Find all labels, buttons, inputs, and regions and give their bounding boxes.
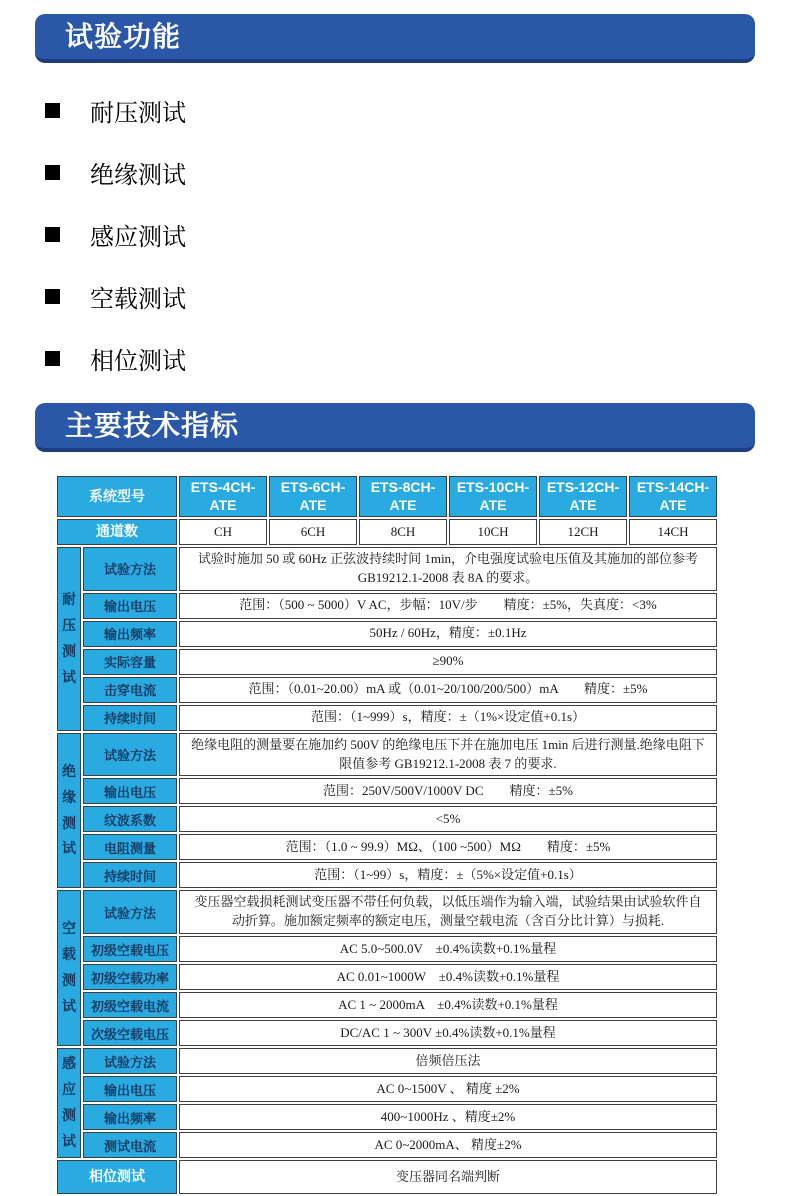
row-value: 400~1000Hz 、精度±2% [179, 1104, 717, 1130]
table-row [57, 890, 717, 934]
channel-cell: 8CH [359, 519, 447, 545]
square-bullet-icon [45, 227, 60, 242]
feature-item [45, 279, 790, 314]
row-value: 范围：250V/500V/1000V DC 精度：±5% [179, 778, 717, 804]
model-cell: ETS-14CH-ATE [629, 476, 717, 517]
channel-cell: 10CH [449, 519, 537, 545]
feature-label: 空载测试 [90, 286, 186, 313]
row-value: 试验时施加 50 或 60Hz 正弦波持续时间 1min，介电强度试验电压值及其施加的部位参考 GB19212.1-2008 表 8A 的要求。 [179, 547, 717, 591]
model-cell: ETS-6CH-ATE [269, 476, 357, 517]
page [0, 14, 790, 1185]
table-row [57, 1104, 717, 1130]
row-label: 次级空载电压 [83, 1020, 177, 1046]
row-label: 初级空载电流 [83, 992, 177, 1018]
row-label: 测试电流 [83, 1132, 177, 1158]
row-label: 输出电压 [83, 593, 177, 619]
row-label: 击穿电流 [83, 677, 177, 703]
table-row [57, 649, 717, 675]
row-label: 试验方法 [83, 733, 177, 777]
row-value: ≥90% [179, 649, 717, 675]
table-row [57, 733, 717, 777]
table-row [57, 862, 717, 888]
channel-cell: 6CH [269, 519, 357, 545]
spec-table-container [55, 474, 790, 1196]
row-label: 输出电压 [83, 1076, 177, 1102]
square-bullet-icon [45, 165, 60, 180]
row-label: 持续时间 [83, 705, 177, 731]
table-row [57, 778, 717, 804]
feature-item [45, 217, 790, 252]
square-bullet-icon [45, 351, 60, 366]
channel-cell: CH [179, 519, 267, 545]
table-row [57, 1076, 717, 1102]
section-label-noload: 空 载 测 试 [57, 890, 81, 1046]
row-value: 范围：（1~99）s，精度：±（5%×设定值+0.1s） [179, 862, 717, 888]
model-cell: ETS-4CH-ATE [179, 476, 267, 517]
row-value: AC 0.01~1000W ±0.4%读数+0.1%量程 [179, 964, 717, 990]
table-row [57, 593, 717, 619]
row-value: AC 0~2000mA、 精度±2% [179, 1132, 717, 1158]
feature-label: 感应测试 [90, 224, 186, 251]
table-row [57, 806, 717, 832]
feature-item [45, 341, 790, 376]
row-value: AC 5.0~500.0V ±0.4%读数+0.1%量程 [179, 936, 717, 962]
spec-table [55, 474, 719, 1196]
row-label: 持续时间 [83, 862, 177, 888]
row-label: 初级空载功率 [83, 964, 177, 990]
model-cell: ETS-12CH-ATE [539, 476, 627, 517]
table-row [57, 1132, 717, 1158]
row-label: 输出电压 [83, 778, 177, 804]
table-row [57, 1020, 717, 1046]
row-label: 输出频率 [83, 1104, 177, 1130]
table-row [57, 677, 717, 703]
feature-list [45, 93, 790, 376]
feature-label: 相位测试 [90, 348, 186, 375]
section-label-withstand: 耐 压 测 试 [57, 547, 81, 731]
section-label-insulation: 绝 缘 测 试 [57, 733, 81, 889]
table-row [57, 547, 717, 591]
table-row [57, 834, 717, 860]
channel-row [57, 519, 717, 545]
row-value: 范围：（500 ~ 5000）V AC，步幅：10V/步 精度：±5%，失真度：<3% [179, 593, 717, 619]
row-value: DC/AC 1 ~ 300V ±0.4%读数+0.1%量程 [179, 1020, 717, 1046]
table-row [57, 1048, 717, 1074]
phase-value: 变压器同名端判断 [179, 1160, 717, 1194]
row-value: 50Hz / 60Hz，精度：±0.1Hz [179, 621, 717, 647]
row-value: 倍频倍压法 [179, 1048, 717, 1074]
feature-label: 耐压测试 [90, 100, 186, 127]
table-row [57, 964, 717, 990]
row-value: 范围：（0.01~20.00）mA 或（0.01~20/100/200/500）mA 精度：±5% [179, 677, 717, 703]
row-value: 绝缘电阻的测量要在施加约 500V 的绝缘电压下并在施加电压 1min 后进行测量.绝缘电阻下限值参考 GB19212.1-2008 表 7 的要求. [179, 733, 717, 777]
row-label: 初级空载电压 [83, 936, 177, 962]
features-section-title: 试验功能 [35, 14, 755, 63]
feature-item [45, 93, 790, 128]
system-model-header: 系统型号 [57, 476, 177, 517]
model-cell: ETS-8CH-ATE [359, 476, 447, 517]
table-row [57, 936, 717, 962]
feature-item [45, 155, 790, 190]
section-label-induction: 感 应 测 试 [57, 1048, 81, 1158]
square-bullet-icon [45, 103, 60, 118]
row-label: 纹波系数 [83, 806, 177, 832]
table-row [57, 992, 717, 1018]
channel-header: 通道数 [57, 519, 177, 545]
row-value: <5% [179, 806, 717, 832]
channel-cell: 14CH [629, 519, 717, 545]
row-label: 试验方法 [83, 547, 177, 591]
phase-row [57, 1160, 717, 1194]
row-label: 输出频率 [83, 621, 177, 647]
table-row [57, 621, 717, 647]
square-bullet-icon [45, 289, 60, 304]
row-value: 范围：（1.0 ~ 99.9）MΩ、（100 ~500）MΩ 精度：±5% [179, 834, 717, 860]
row-value: 范围：（1~999）s，精度：±（1%×设定值+0.1s） [179, 705, 717, 731]
feature-label: 绝缘测试 [90, 162, 186, 189]
row-label: 实际容量 [83, 649, 177, 675]
row-value: 变压器空载损耗测试变压器不带任何负载，以低压端作为输入端，试验结果由试验软件自动折算。施加额定频率的额定电压，测量空载电流（含百分比计算）与损耗. [179, 890, 717, 934]
row-label: 电阻测量 [83, 834, 177, 860]
model-header-row [57, 476, 717, 517]
row-label: 试验方法 [83, 1048, 177, 1074]
row-label: 试验方法 [83, 890, 177, 934]
specs-section-title: 主要技术指标 [35, 403, 755, 452]
model-cell: ETS-10CH-ATE [449, 476, 537, 517]
phase-label: 相位测试 [57, 1160, 177, 1194]
row-value: AC 1 ~ 2000mA ±0.4%读数+0.1%量程 [179, 992, 717, 1018]
channel-cell: 12CH [539, 519, 627, 545]
row-value: AC 0~1500V 、 精度 ±2% [179, 1076, 717, 1102]
table-row [57, 705, 717, 731]
